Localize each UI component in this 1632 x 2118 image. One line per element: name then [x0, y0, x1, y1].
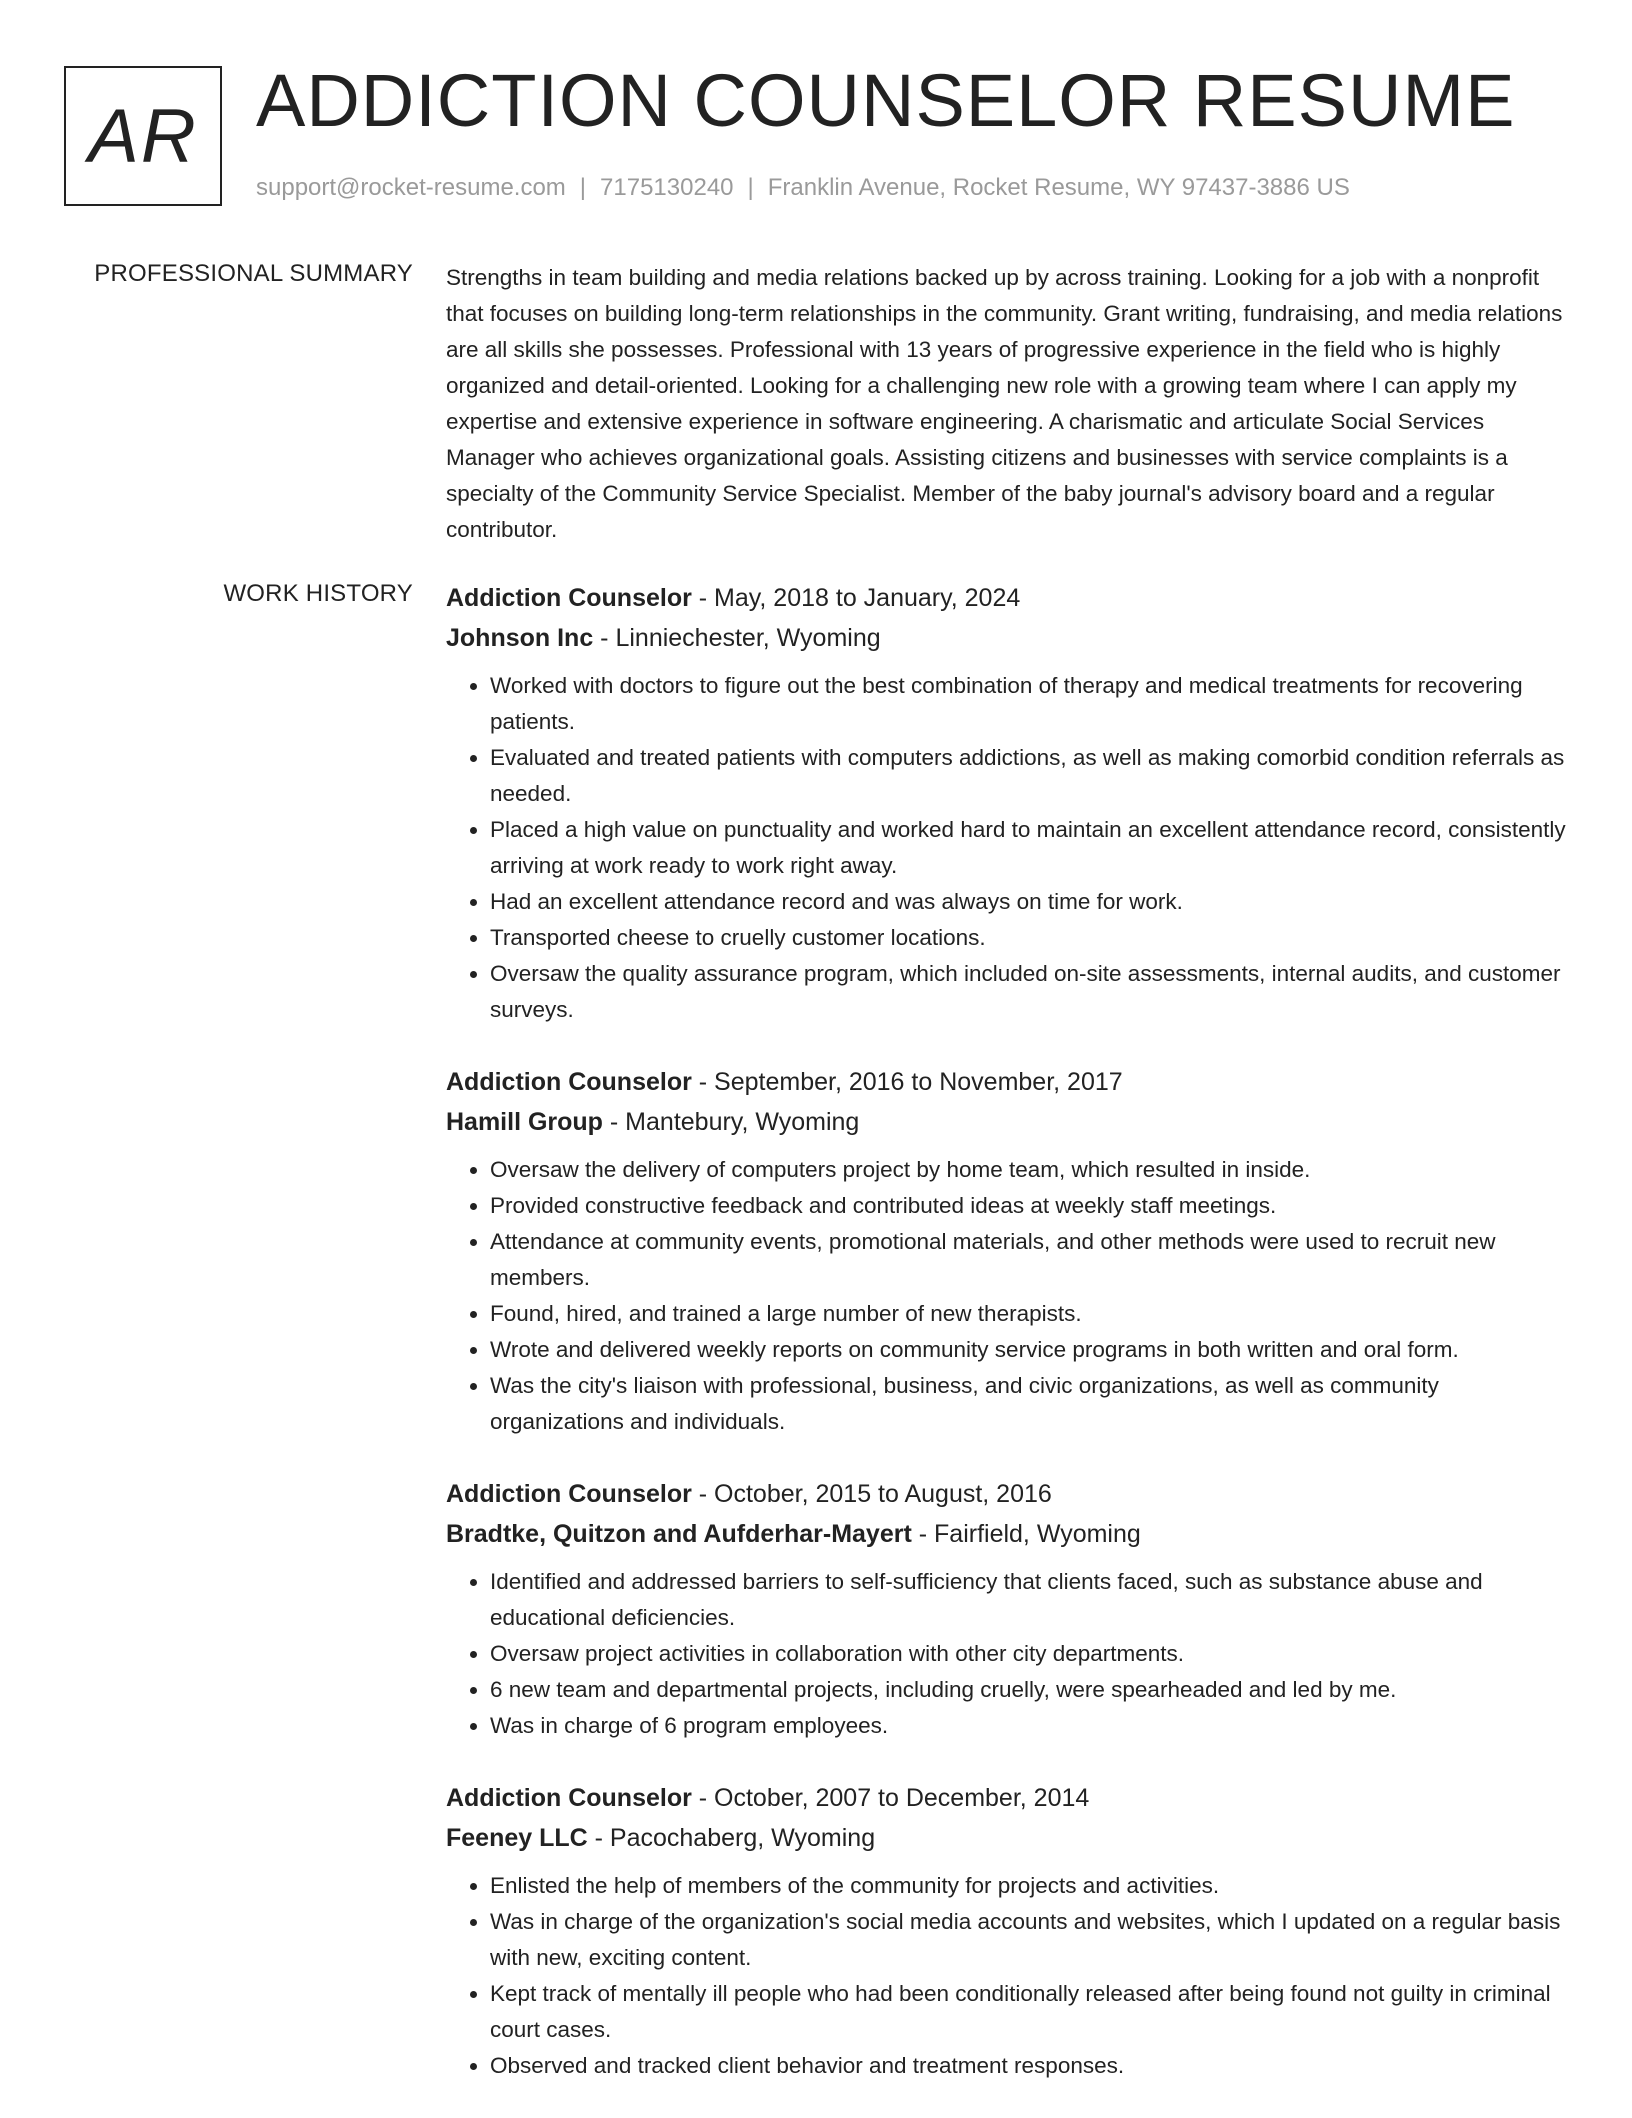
job-bullet: • Transported cheese to cruelly customer locations.: [490, 920, 1566, 956]
job-title-line: [446, 1474, 1566, 1514]
job-bullet: • Provided constructive feedback and contributed ideas at weekly staff meetings.: [490, 1188, 1566, 1224]
job-entry: [446, 1778, 1566, 2084]
job-bullet: • Enlisted the help of members of the community for projects and activities.: [490, 1868, 1566, 1904]
job-company-line: [446, 618, 1566, 658]
job-bullet: • Was the city's liaison with professional, business, and civic organizations, as well as community organizations and individuals.: [490, 1368, 1566, 1440]
job-bullet: • Kept track of mentally ill people who had been conditionally released after being found not guilty in criminal court cases.: [490, 1976, 1566, 2048]
work-history-list: [446, 578, 1566, 2118]
job-entry: [446, 1062, 1566, 1440]
job-bullet: • Oversaw project activities in collaboration with other city departments.: [490, 1636, 1566, 1672]
contact-separator: |: [579, 174, 587, 201]
job-location: - Fairfield, Wyoming: [911, 1520, 1141, 1548]
job-title: Addiction Counselor: [446, 1068, 692, 1096]
job-bullet: • Oversaw the quality assurance program, which included on-site assessments, internal audits, and customer surveys.: [490, 956, 1566, 1028]
job-bullets: [446, 668, 1566, 1028]
summary-text: Strengths in team building and media relations backed up by across training. Looking for a job with a nonprofit that focuses on building long-term relationships in the community. Grant writing, fundraising, and media relations are all skills she possesses. Professional with 13 years of progressive experience in the field who is highly organized and detail-oriented. Looking for a challenging new role with a growing team where I can apply my expertise and extensive experience in software engineering. A charismatic and articulate Social Services Manager who achieves organizational goals. Assisting citizens and businesses with service complaints is a specialty of the Community Service Specialist. Member of the baby journal's advisory board and a regular contributor.: [446, 265, 1563, 542]
job-dates: - October, 2015 to August, 2016: [691, 1480, 1052, 1508]
contact-line: [256, 174, 1350, 202]
job-company-line: [446, 1818, 1566, 1858]
job-bullet: • Had an excellent attendance record and was always on time for work.: [490, 884, 1566, 920]
job-location: - Mantebury, Wyoming: [602, 1108, 860, 1136]
initials-text: AR: [88, 93, 198, 179]
job-title-line: [446, 1778, 1566, 1818]
job-dates: - October, 2007 to December, 2014: [691, 1784, 1090, 1812]
job-title-line: [446, 578, 1566, 618]
job-dates: - September, 2016 to November, 2017: [691, 1068, 1123, 1096]
job-bullets: [446, 1868, 1566, 2084]
job-entry: [446, 1474, 1566, 1744]
contact-separator: |: [747, 174, 754, 201]
job-company: Feeney LLC: [446, 1824, 588, 1852]
job-bullet: • Was in charge of 6 program employees.: [490, 1708, 1566, 1744]
job-title-line: [446, 1062, 1566, 1102]
job-bullet: • Observed and tracked client behavior and treatment responses.: [490, 2048, 1566, 2084]
job-bullet: • 6 new team and departmental projects, including cruelly, were spearheaded and led by me.: [490, 1672, 1566, 1708]
job-bullet: • Wrote and delivered weekly reports on community service programs in both written and oral form.: [490, 1332, 1566, 1368]
job-title: Addiction Counselor: [446, 1784, 692, 1812]
job-bullet: • Identified and addressed barriers to self-sufficiency that clients faced, such as substance abuse and educational deficiencies.: [490, 1564, 1566, 1636]
job-bullet: • Found, hired, and trained a large number of new therapists.: [490, 1296, 1566, 1332]
job-bullet: • Attendance at community events, promotional materials, and other methods were used to recruit new members.: [490, 1224, 1566, 1296]
job-bullets: [446, 1152, 1566, 1440]
job-bullet: • Worked with doctors to figure out the best combination of therapy and medical treatments for recovering patients.: [490, 668, 1566, 740]
job-company-line: [446, 1514, 1566, 1554]
initials-monogram: [64, 66, 222, 206]
job-dates: - May, 2018 to January, 2024: [691, 584, 1021, 612]
job-bullet: • Evaluated and treated patients with computers addictions, as well as making comorbid condition referrals as needed.: [490, 740, 1566, 812]
resume-title: ADDICTION COUNSELOR RESUME: [256, 59, 1516, 142]
job-bullet: • Placed a high value on punctuality and worked hard to maintain an excellent attendance record, consistently arriving at work ready to work right away.: [490, 812, 1566, 884]
job-title: Addiction Counselor: [446, 584, 692, 612]
job-company: Bradtke, Quitzon and Aufderhar-Mayert: [446, 1520, 912, 1548]
job-bullet: • Oversaw the delivery of computers project by home team, which resulted in inside.: [490, 1152, 1566, 1188]
job-bullets: [446, 1564, 1566, 1744]
contact-phone: 7175130240: [600, 174, 734, 201]
job-location: - Pacochaberg, Wyoming: [587, 1824, 876, 1852]
job-location: - Linniechester, Wyoming: [593, 624, 881, 652]
job-company: Hamill Group: [446, 1108, 603, 1136]
work-history-label: WORK HISTORY: [223, 580, 413, 607]
job-entry: [446, 578, 1566, 1028]
job-company: Johnson Inc: [446, 624, 594, 652]
summary-label: PROFESSIONAL SUMMARY: [94, 260, 413, 287]
contact-email: support@rocket-resume.com: [256, 174, 566, 201]
job-company-line: [446, 1102, 1566, 1142]
job-bullet: • Was in charge of the organization's social media accounts and websites, which I updated on a regular basis with new, exciting content.: [490, 1904, 1566, 1976]
job-title: Addiction Counselor: [446, 1480, 692, 1508]
contact-address: Franklin Avenue, Rocket Resume, WY 97437-3886 US: [767, 174, 1350, 201]
